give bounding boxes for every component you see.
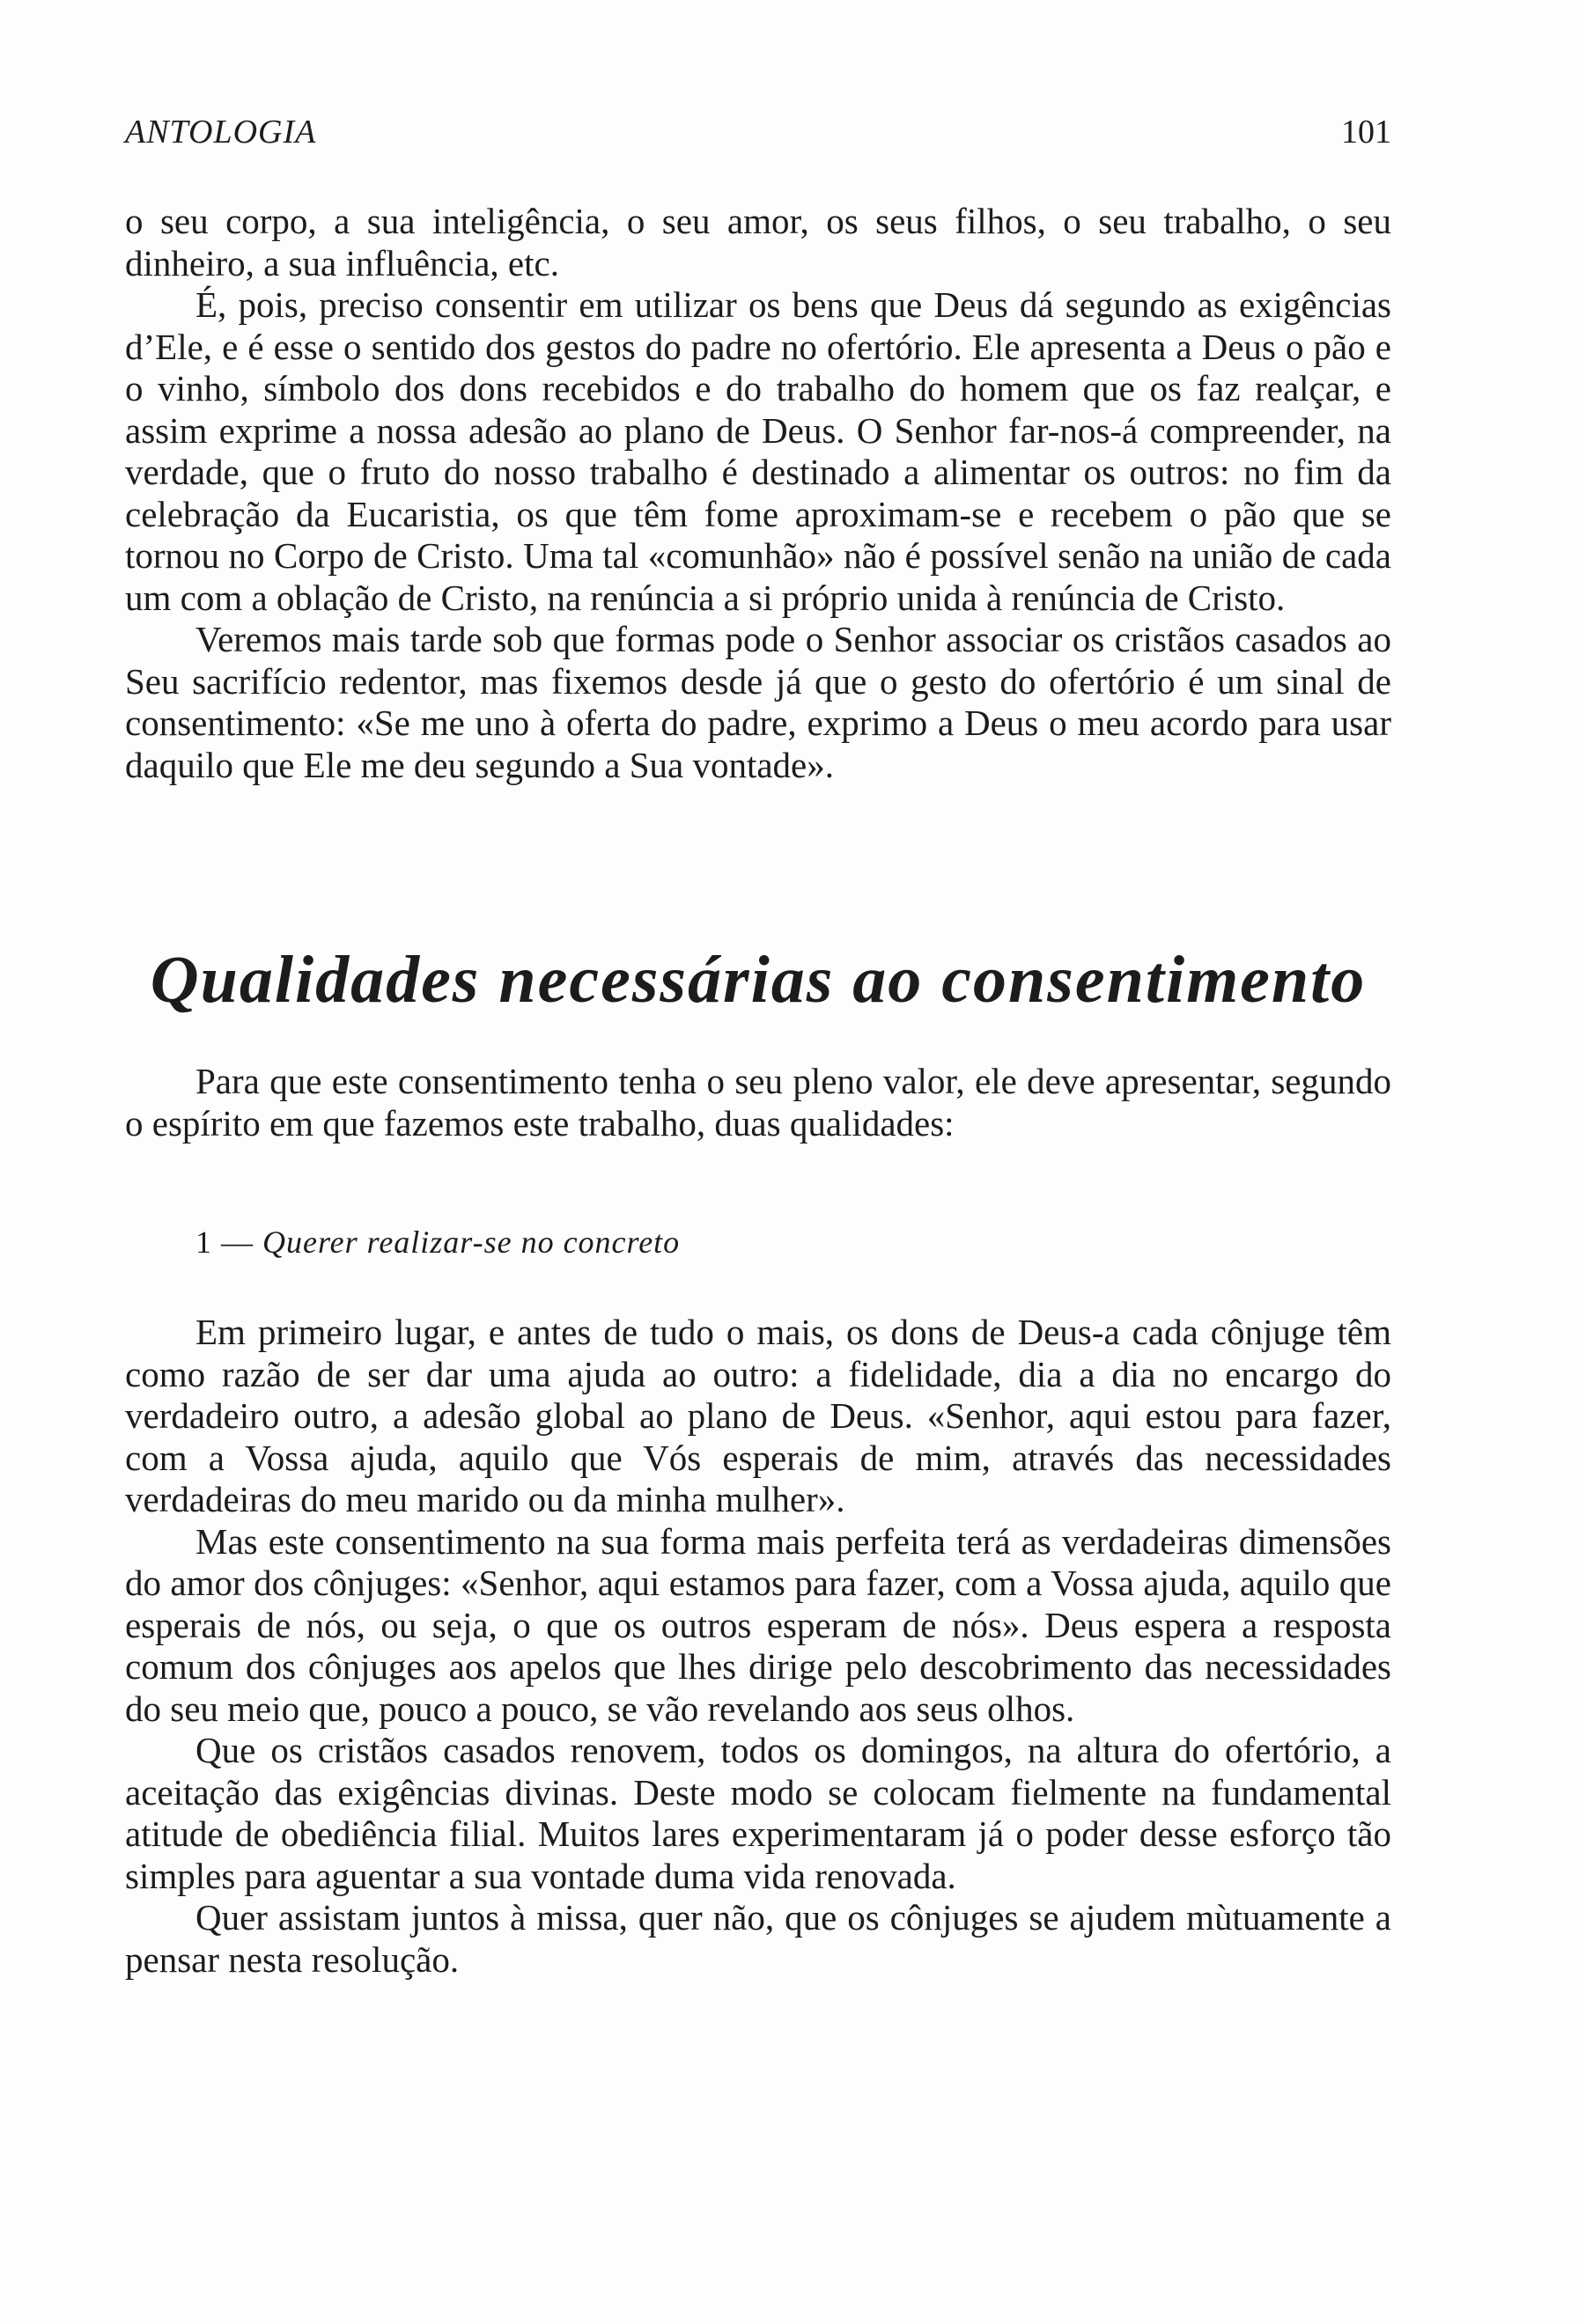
section-intro <box>125 1061 1391 1144</box>
paragraph: Em primeiro lugar, e antes de tudo o mais, os dons de Deus-a cada cônjuge têm como razão de ser dar uma ajuda ao outro: a fidelidade, dia a dia no encargo do verdadeiro outro, a adesão global ao plano de Deus. «Senhor, aqui estou para fazer, com a Vossa ajuda, aquilo que Vós esperais de mim, através das necessidades verdadeiras do meu marido ou da minha mulher». <box>125 1312 1391 1519</box>
page-header <box>125 113 1391 157</box>
paragraph: o seu corpo, a sua inteligência, o seu amor, os seus filhos, o seu trabalho, o seu dinheiro, a sua influência, etc. <box>125 201 1391 283</box>
paragraph: Para que este consentimento tenha o seu pleno valor, ele deve apresentar, segundo o espírito em que fazemos este trabalho, duas qualidades: <box>125 1061 1391 1144</box>
page-number: 101 <box>1341 114 1391 151</box>
subsection-heading <box>195 1224 680 1261</box>
paragraph: Mas este consentimento na sua forma mais perfeita terá as verdadeiras dimensões do amor dos cônjuges: «Senhor, aqui estamos para fazer, com a Vossa ajuda, aquilo que esperais de nós, ou seja, o que os outros esperam de nós». Deus espera a resposta comum dos cônjuges aos apelos que lhes dirige pelo descobrimento das necessidades do seu meio que, pouco a pouco, se vão revelando aos seus olhos. <box>125 1520 1391 1729</box>
subsection-text <box>125 1312 1391 1981</box>
paragraph: Que os cristãos casados renovem, todos os domingos, na altura do ofertório, a aceitação das exigências divinas. Deste modo se colocam fielmente na fundamental atitude de obediência filial. Muitos lares experimentaram já o poder desse esforço tão simples para aguentar a sua vontade duma vida renovada. <box>125 1730 1391 1896</box>
paragraph: Veremos mais tarde sob que formas pode o Senhor associar os cristãos casados ao Seu sacrifício redentor, mas fixemos desde já que o gesto do ofertório é um sinal de consentimento: «Se me uno à oferta do padre, exprimo a Deus o meu acordo para usar daquilo que Ele me deu segundo a Sua vontade». <box>125 619 1391 785</box>
paragraph: É, pois, preciso consentir em utilizar os bens que Deus dá segundo as exigências d’Ele, e é esse o sentido dos gestos do padre no ofertório. Ele apresenta a Deus o pão e o vinho, símbolo dos dons recebidos e do trabalho do homem que os faz realçar, e assim exprime a nossa adesão ao plano de Deus. O Senhor far-nos-á compreender, na verdade, que o fruto do nosso trabalho é destinado a alimentar os outros: no fim da celebração da Eucaristia, os que têm fome aproximam-se e recebem o pão que se tornou no Corpo de Cristo. Uma tal «comunhão» não é possível senão na união de cada um com a oblação de Cristo, na renúncia a si próprio unida à renúncia de Cristo. <box>125 284 1391 618</box>
subsection-number: 1 — <box>195 1225 254 1260</box>
subsection-title: Querer realizar-se no concreto <box>262 1225 681 1260</box>
continued-text <box>125 201 1391 786</box>
running-head: ANTOLOGIA <box>125 114 317 151</box>
paragraph: Quer assistam juntos à missa, quer não, que os cônjuges se ajudem mùtuamente a pensar nesta resolução. <box>125 1897 1391 1980</box>
section-title: Qualidades necessárias ao consentimento <box>150 943 1367 1017</box>
